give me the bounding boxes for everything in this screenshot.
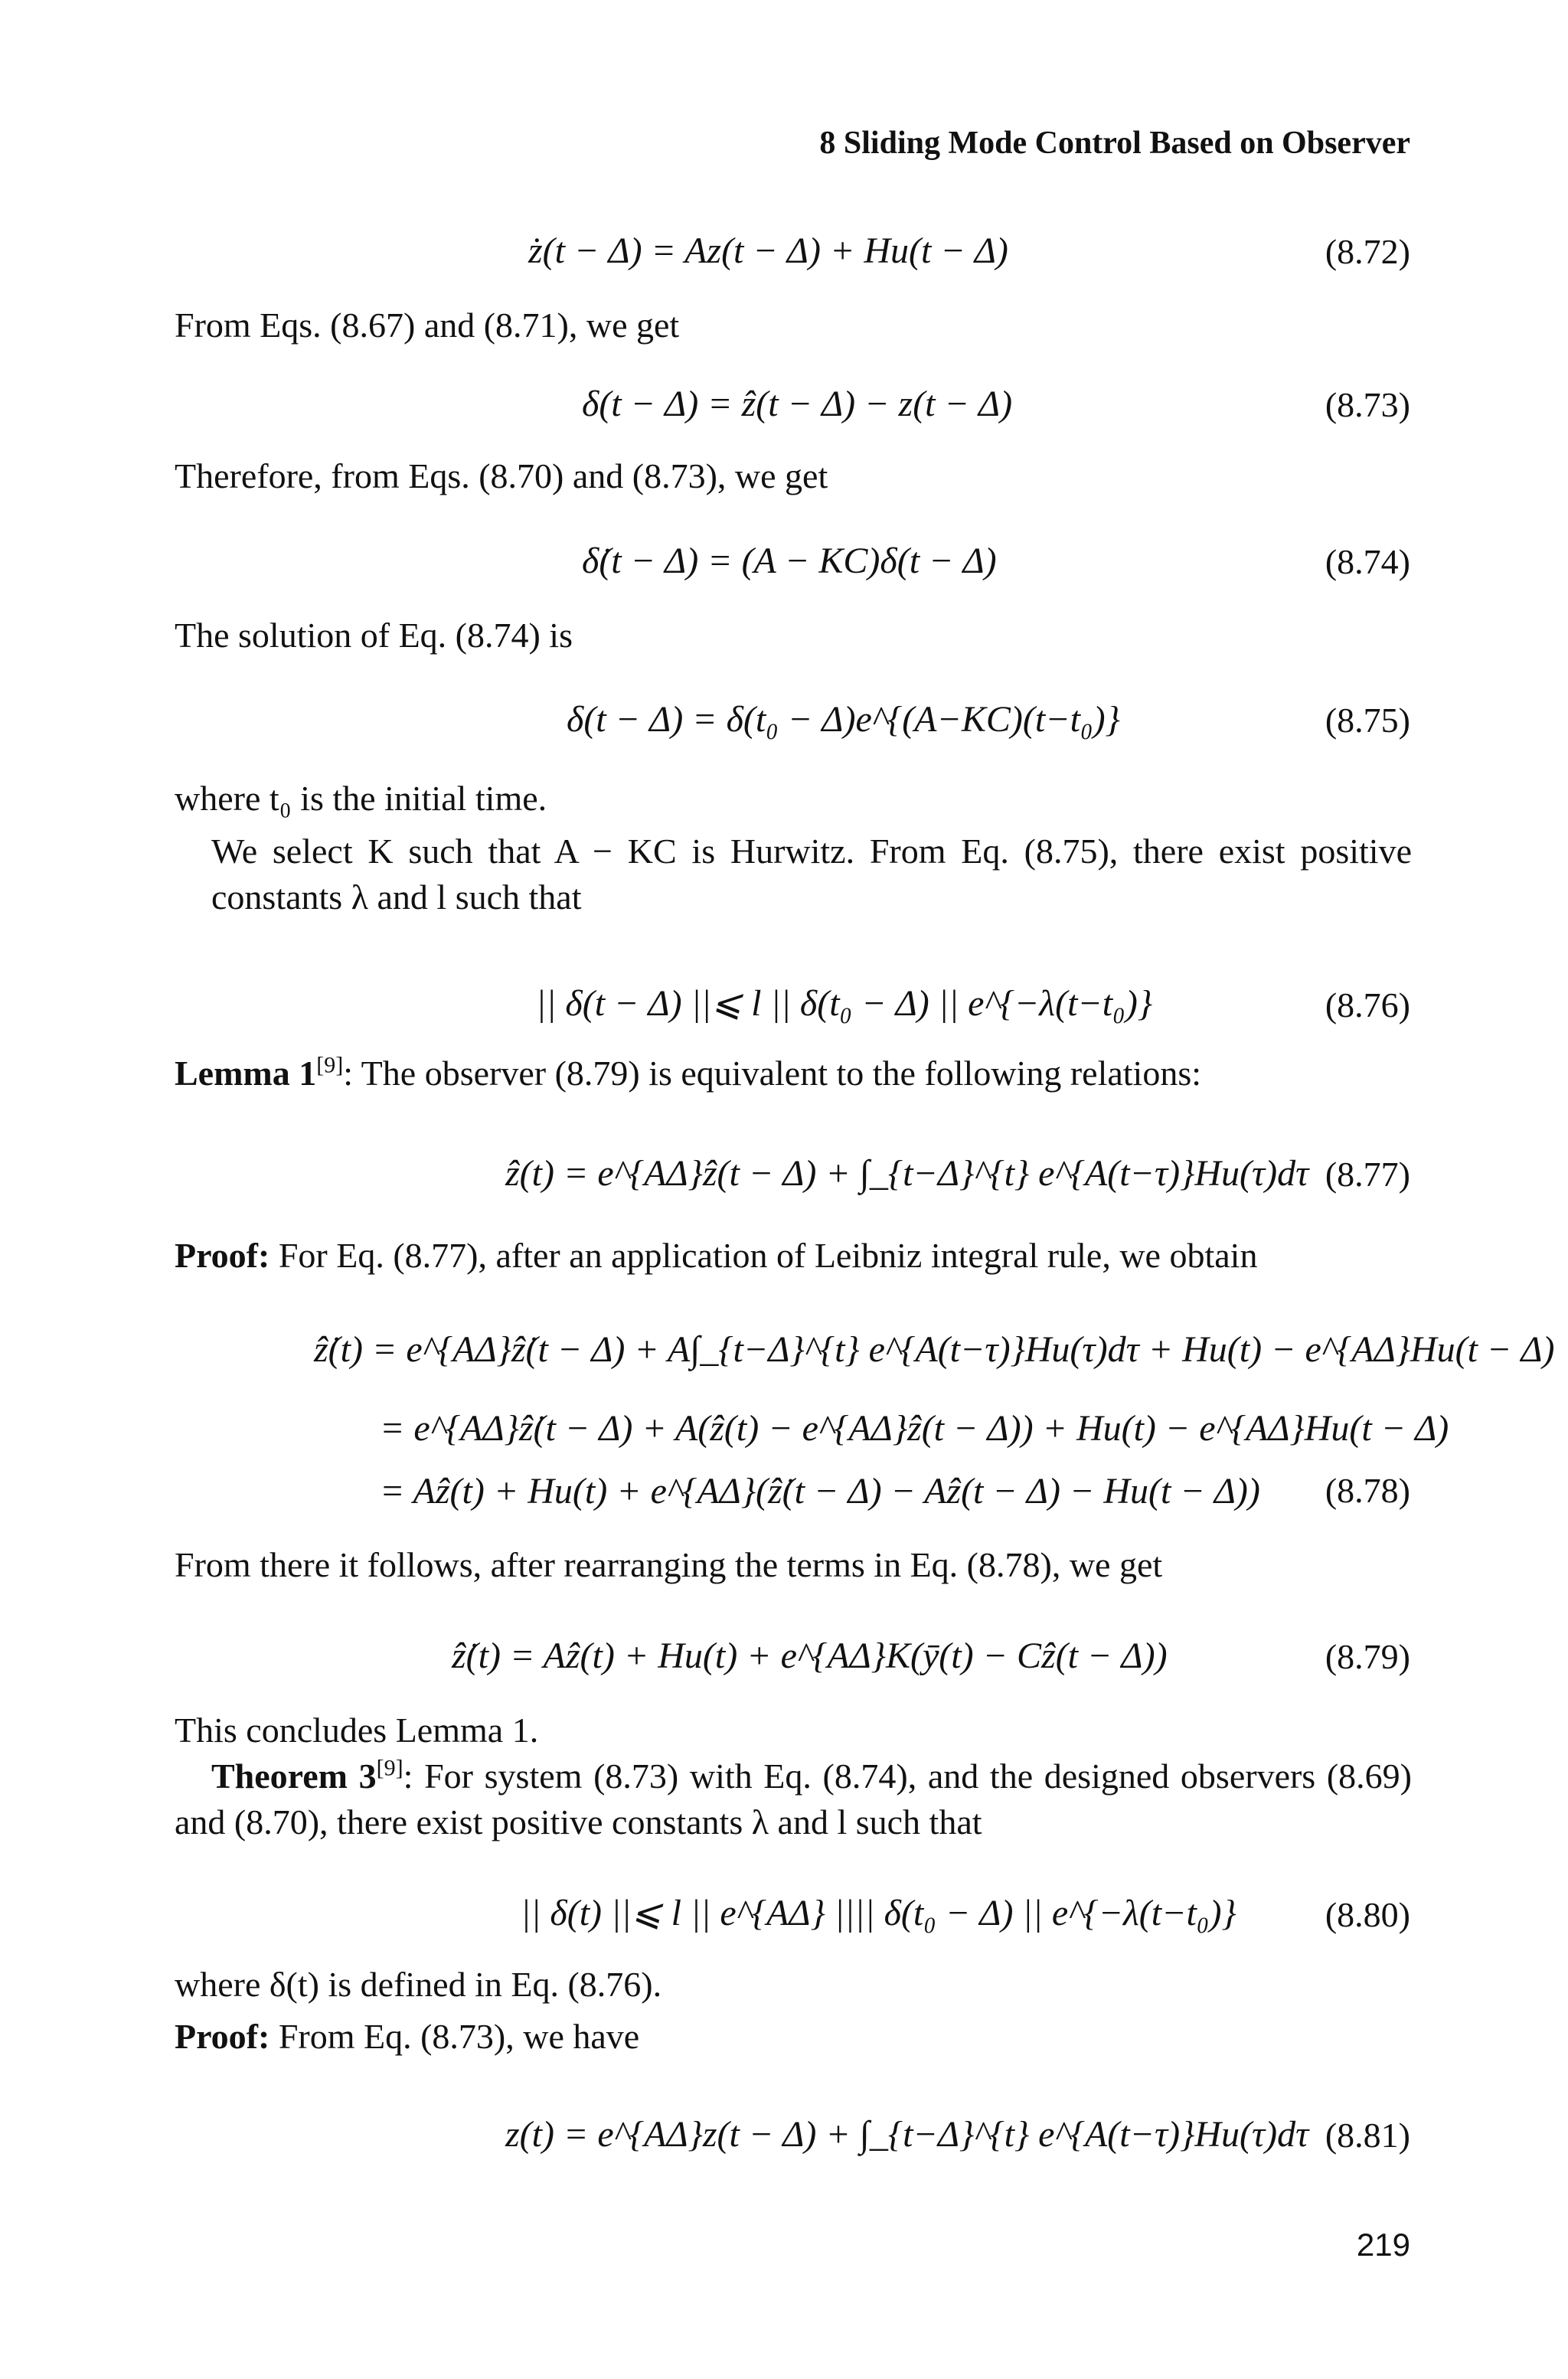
- equation-8-81: z(t) = e^{AΔ}z(t − Δ) + ∫_{t−Δ}^{t} e^{A(t−τ)}Hu(τ)dτ: [505, 2114, 1309, 2155]
- proof-label: Proof:: [175, 1236, 270, 1275]
- lemma-text: : The observer (8.79) is equivalent to the following relations:: [343, 1054, 1202, 1093]
- equation-number: (8.78): [1325, 1471, 1410, 1510]
- equation-number: (8.80): [1325, 1895, 1410, 1934]
- paragraph: where t₀ is the initial time.: [175, 779, 547, 818]
- equation-8-76: || δ(t − Δ) ||⩽ l || δ(t₀ − Δ) || e^{−λ(t−t₀)}: [536, 983, 1153, 1024]
- equation-number: (8.73): [1325, 385, 1410, 424]
- equation-8-72: ż(t − Δ) = Az(t − Δ) + Hu(t − Δ): [528, 230, 1008, 271]
- equation-number: (8.76): [1325, 985, 1410, 1024]
- theorem-label: Theorem 3: [211, 1756, 377, 1796]
- equation-number: (8.75): [1325, 701, 1410, 740]
- proof-text: For Eq. (8.77), after an application of Leibniz integral rule, we obtain: [270, 1236, 1258, 1275]
- proof-text: From Eq. (8.73), we have: [270, 2017, 640, 2056]
- equation-8-77: ẑ(t) = e^{AΔ}ẑ(t − Δ) + ∫_{t−Δ}^{t} e^{A(t−τ)}Hu(τ)dτ: [505, 1153, 1309, 1194]
- equation-8-80: || δ(t) ||⩽ l || e^{AΔ} |||| δ(t₀ − Δ) || e^{−λ(t−t₀)}: [521, 1893, 1236, 1933]
- equation-8-79: ẑ̇(t) = Aẑ(t) + Hu(t) + e^{AΔ}K(ȳ(t) − Cẑ(t − Δ)): [452, 1636, 1168, 1676]
- equation-number: (8.79): [1325, 1637, 1410, 1676]
- equation-8-75: δ(t − Δ) = δ(t₀ − Δ)e^{(A−KC)(t−t₀)}: [567, 699, 1120, 740]
- lemma-statement: [175, 1051, 1201, 1096]
- equation-number: (8.72): [1325, 232, 1410, 271]
- equation-8-74: δ̇(t − Δ) = (A − KC)δ(t − Δ): [582, 541, 997, 581]
- paragraph: where δ(t) is defined in Eq. (8.76).: [175, 1965, 662, 2004]
- citation: [9]: [316, 1052, 344, 1078]
- lemma-label: Lemma 1: [175, 1054, 317, 1093]
- proof-paragraph: [175, 2014, 639, 2060]
- equation-8-78-line-2: = e^{AΔ}ẑ̇(t − Δ) + A(ẑ(t) − e^{AΔ}ẑ(t − Δ)) + Hu(t) − e^{AΔ}Hu(t − Δ): [380, 1408, 1449, 1449]
- equation-8-73: δ(t − Δ) = ẑ(t − Δ) − z(t − Δ): [582, 384, 1013, 424]
- equation-number: (8.81): [1325, 2116, 1410, 2155]
- page-number: 219: [1356, 2227, 1410, 2263]
- paragraph: Therefore, from Eqs. (8.70) and (8.73), we get: [175, 456, 828, 495]
- paragraph: This concludes Lemma 1.: [175, 1711, 539, 1750]
- proof-label: Proof:: [175, 2017, 270, 2056]
- proof-paragraph: [175, 1233, 1257, 1279]
- paragraph: From there it follows, after rearranging the terms in Eq. (8.78), we get: [175, 1545, 1163, 1584]
- equation-8-78-line-1: ẑ̇(t) = e^{AΔ}ẑ̇(t − Δ) + A∫_{t−Δ}^{t} e^{A(t−τ)}Hu(τ)dτ + Hu(t) − e^{AΔ}Hu(t − Δ): [314, 1329, 1555, 1370]
- citation: [9]: [376, 1755, 403, 1781]
- theorem-statement: [175, 1753, 1412, 1845]
- equation-8-78-line-3: = Aẑ(t) + Hu(t) + e^{AΔ}(ẑ̇(t − Δ) − Aẑ(t − Δ) − Hu(t − Δ)): [380, 1471, 1260, 1511]
- equation-number: (8.74): [1325, 542, 1410, 581]
- paragraph: From Eqs. (8.67) and (8.71), we get: [175, 306, 680, 345]
- theorem-text: : For system (8.73) with Eq. (8.74), and the designed observers (8.69) and (8.70), there exist positive constants λ and l such that: [175, 1756, 1413, 1841]
- paragraph: The solution of Eq. (8.74) is: [175, 616, 573, 655]
- paragraph: We select K such that A − KC is Hurwitz. From Eq. (8.75), there exist positive constants λ and l such that: [211, 832, 1412, 917]
- equation-number: (8.77): [1325, 1155, 1410, 1194]
- running-header: 8 Sliding Mode Control Based on Observer: [819, 126, 1410, 161]
